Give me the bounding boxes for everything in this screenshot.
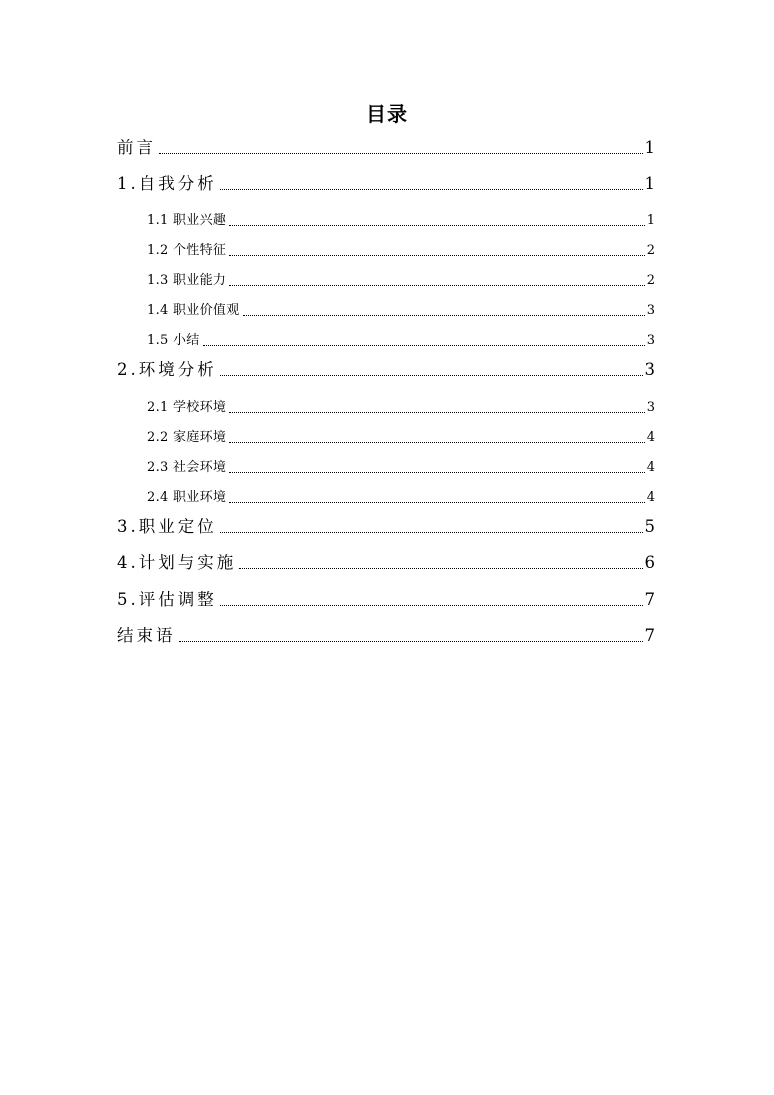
toc-entry-label: 2.4 职业环境 — [147, 490, 227, 505]
toc-entry-conclusion[interactable] — [117, 625, 655, 647]
dot-leader — [229, 253, 645, 256]
toc-entry-page: 7 — [644, 626, 655, 645]
toc-entry-career-positioning[interactable] — [117, 516, 655, 538]
toc-entry-label: 1.自我分析 — [117, 174, 217, 193]
dot-leader — [203, 343, 645, 346]
toc-entry-label: 2.3 社会环境 — [147, 460, 227, 475]
page-title: 目录 — [366, 102, 408, 126]
dot-leader — [229, 440, 645, 443]
dot-leader — [243, 313, 645, 316]
toc-entry-label: 1.3 职业能力 — [147, 273, 227, 288]
toc-entry-environment-analysis[interactable] — [117, 359, 655, 381]
toc-entry-label: 2.2 家庭环境 — [147, 430, 227, 445]
toc-entry-label: 4.计划与实施 — [117, 553, 237, 572]
toc-entry-page: 1 — [644, 174, 655, 193]
toc-entry-evaluation-adjustment[interactable] — [117, 589, 655, 611]
toc-entry-label: 结束语 — [117, 626, 176, 645]
toc-entry-page: 4 — [646, 460, 655, 475]
toc-entry-page: 3 — [644, 360, 655, 379]
toc-entry-2-1[interactable] — [147, 399, 655, 417]
dot-leader — [220, 372, 643, 376]
toc-entry-label: 1.5 小结 — [147, 333, 200, 348]
toc-entry-page: 4 — [646, 430, 655, 445]
toc-entry-page: 4 — [646, 490, 655, 505]
toc-entry-label: 1.1 职业兴趣 — [147, 213, 227, 228]
dot-leader — [229, 283, 645, 286]
toc-entry-1-2[interactable] — [147, 242, 655, 260]
dot-leader — [239, 565, 642, 569]
toc-entry-label: 前言 — [117, 138, 156, 157]
toc-entry-page: 2 — [646, 273, 655, 288]
toc-entry-1-4[interactable] — [147, 302, 655, 320]
toc-entry-2-2[interactable] — [147, 429, 655, 447]
dot-leader — [159, 150, 643, 154]
toc-entry-page: 1 — [644, 138, 655, 157]
dot-leader — [220, 602, 643, 606]
toc-entry-label: 1.2 个性特征 — [147, 243, 227, 258]
toc-entry-page: 3 — [646, 333, 655, 348]
toc-entry-label: 5.评估调整 — [117, 590, 217, 609]
toc-entry-1-1[interactable] — [147, 212, 655, 230]
dot-leader — [229, 410, 645, 413]
toc-entry-self-analysis[interactable] — [117, 173, 655, 195]
toc-entry-page: 7 — [644, 590, 655, 609]
dot-leader — [179, 638, 643, 642]
toc-entry-label: 2.环境分析 — [117, 360, 217, 379]
toc-entry-1-5[interactable] — [147, 332, 655, 350]
toc-entry-page: 6 — [644, 553, 655, 572]
toc-entry-label: 3.职业定位 — [117, 517, 217, 536]
dot-leader — [229, 470, 645, 473]
dot-leader — [220, 529, 643, 533]
toc-entry-2-4[interactable] — [147, 489, 655, 507]
dot-leader — [229, 500, 645, 503]
toc-entry-page: 3 — [646, 400, 655, 415]
dot-leader — [220, 186, 643, 190]
toc-entry-label: 1.4 职业价值观 — [147, 303, 240, 318]
toc-entry-2-3[interactable] — [147, 459, 655, 477]
dot-leader — [229, 223, 645, 226]
toc-entry-1-3[interactable] — [147, 272, 655, 290]
toc-entry-page: 2 — [646, 243, 655, 258]
toc-entry-page: 1 — [646, 213, 655, 228]
toc-entry-page: 5 — [644, 517, 655, 536]
toc-entry-plan-implementation[interactable] — [117, 552, 655, 574]
toc-entry-preface[interactable] — [117, 137, 655, 159]
toc-entry-label: 2.1 学校环境 — [147, 400, 227, 415]
toc-entry-page: 3 — [646, 303, 655, 318]
